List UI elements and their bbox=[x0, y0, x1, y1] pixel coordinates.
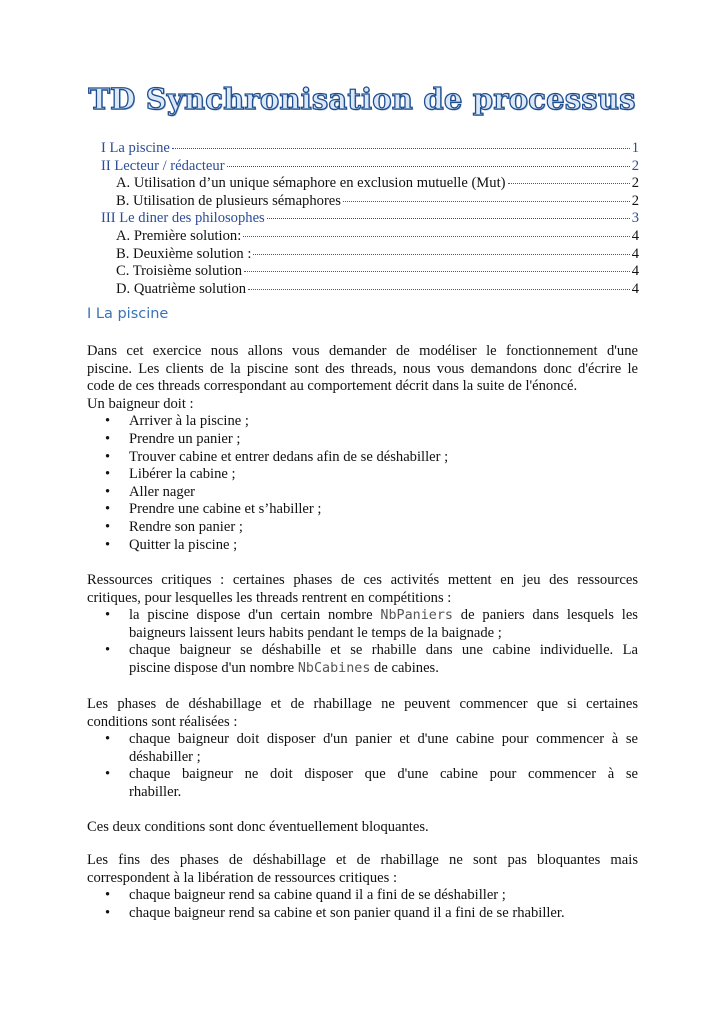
list-item bbox=[87, 905, 638, 923]
bullet-icon: • bbox=[105, 466, 111, 483]
list-item-text: Libérer la cabine ; bbox=[129, 466, 236, 483]
phases-block bbox=[87, 696, 638, 802]
paragraph-line: correspondent à la libération de ressources critiques : bbox=[87, 869, 398, 886]
intro-block bbox=[87, 343, 638, 554]
toc-leader bbox=[172, 148, 630, 149]
list-item-text: Prendre une cabine et s’habiller ; bbox=[129, 501, 322, 518]
toc-entry-label: B. Utilisation de plusieurs sémaphores bbox=[116, 192, 341, 209]
toc-leader bbox=[227, 166, 630, 167]
document-title: TD Synchronisation de processus bbox=[88, 82, 636, 116]
toc-entry-page: 2 bbox=[631, 157, 639, 174]
list-item-text: Prendre un panier ; bbox=[129, 430, 241, 447]
bullet-icon: • bbox=[105, 501, 111, 518]
list-item-text: chaque baigneur rend sa cabine et son panier quand il a fini de se rhabiller. bbox=[129, 904, 565, 921]
toc-entry-page: 4 bbox=[631, 245, 639, 262]
list-item-text: chaque baigneur se déshabille et se rhabille dans une cabine individuelle. La bbox=[129, 642, 638, 659]
list-item-text: rhabiller. bbox=[129, 783, 182, 800]
toc-entry[interactable] bbox=[101, 263, 639, 281]
toc-entry-label: II Lecteur / rédacteur bbox=[101, 157, 225, 174]
list-item bbox=[87, 607, 638, 642]
list-item-text: chaque baigneur ne doit disposer que d'une cabine pour commencer à se bbox=[129, 766, 638, 783]
toc-leader bbox=[508, 183, 630, 184]
paragraph-line: critiques, pour lesquelles les threads rentrent en compétitions : bbox=[87, 589, 452, 606]
toc-entry-page: 2 bbox=[631, 175, 639, 192]
list-item-text: Trouver cabine et entrer dedans afin de se déshabiller ; bbox=[129, 448, 449, 465]
list-item-text: chaque baigneur doit disposer d'un panier et d'une cabine pour commencer à se bbox=[129, 731, 638, 748]
list-item-text: Rendre son panier ; bbox=[129, 518, 243, 535]
table-of-contents bbox=[101, 140, 639, 298]
toc-entry[interactable] bbox=[101, 193, 639, 211]
toc-entry[interactable] bbox=[101, 210, 639, 228]
paragraph-line: Dans cet exercice nous allons vous demander de modéliser le fonctionnement d'une bbox=[87, 343, 638, 359]
list-item-text: la piscine dispose d'un certain nombre bbox=[129, 607, 373, 624]
phases-list bbox=[87, 731, 638, 801]
bullet-icon: • bbox=[105, 413, 111, 430]
toc-entry-page: 4 bbox=[631, 280, 639, 297]
paragraph-line: Ressources critiques : certaines phases de ces activités mettent en jeu des ressources bbox=[87, 572, 638, 588]
toc-leader bbox=[243, 236, 629, 237]
section-heading: I La piscine bbox=[87, 306, 169, 322]
code-identifier: NbCabines bbox=[297, 660, 371, 676]
release-list bbox=[87, 887, 638, 922]
toc-entry-page: 2 bbox=[631, 192, 639, 209]
toc-entry-label: I La piscine bbox=[101, 140, 170, 156]
list-item bbox=[87, 642, 638, 677]
resources-block bbox=[87, 572, 638, 678]
toc-entry-page: 4 bbox=[631, 227, 639, 244]
bullet-icon: • bbox=[105, 430, 111, 447]
list-item-text: Quitter la piscine ; bbox=[129, 536, 238, 553]
toc-entry-label: A. Utilisation d’un unique sémaphore en exclusion mutuelle (Mut) bbox=[116, 175, 506, 192]
toc-entry[interactable] bbox=[101, 140, 639, 158]
toc-entry-label: A. Première solution: bbox=[116, 227, 242, 244]
toc-entry[interactable] bbox=[101, 175, 639, 193]
list-item-text: chaque baigneur rend sa cabine quand il a fini de se déshabiller ; bbox=[129, 887, 506, 904]
toc-leader bbox=[253, 254, 629, 255]
paragraph-line: piscine. Les clients de la piscine sont des threads, nous vous demandons donc d'écrire le bbox=[87, 360, 638, 377]
toc-entry[interactable] bbox=[101, 281, 639, 299]
toc-entry-label: C. Troisième solution bbox=[116, 263, 243, 280]
bullet-icon: • bbox=[105, 887, 111, 904]
toc-leader bbox=[244, 271, 630, 272]
bullet-icon: • bbox=[105, 607, 111, 624]
list-item-text: de cabines. bbox=[374, 659, 439, 676]
paragraph-line: Ces deux conditions sont donc éventuellement bloquantes. bbox=[87, 819, 429, 835]
list-item bbox=[87, 501, 638, 519]
toc-entry-page: 4 bbox=[631, 263, 639, 280]
toc-leader bbox=[267, 218, 630, 219]
toc-leader bbox=[343, 201, 630, 202]
list-item-text: baigneurs laissent leurs habits pendant le temps de la baignade ; bbox=[129, 624, 502, 641]
toc-entry-label: D. Quatrième solution bbox=[116, 280, 247, 297]
list-item-text: Aller nager bbox=[129, 483, 196, 500]
toc-entry[interactable] bbox=[101, 246, 639, 264]
steps-list bbox=[87, 413, 638, 554]
release-block bbox=[87, 852, 638, 922]
resources-list bbox=[87, 607, 638, 677]
paragraph-line: Un baigneur doit : bbox=[87, 395, 194, 412]
list-item-text: déshabiller ; bbox=[129, 748, 201, 765]
bullet-icon: • bbox=[105, 483, 111, 500]
paragraph-line: Les phases de déshabillage et de rhabillage ne peuvent commencer que si certaines bbox=[87, 696, 638, 712]
toc-entry-page: 3 bbox=[631, 210, 639, 227]
bullet-icon: • bbox=[105, 731, 111, 748]
toc-entry[interactable] bbox=[101, 228, 639, 246]
list-item-text: piscine dispose d'un nombre bbox=[129, 659, 295, 676]
bullet-icon: • bbox=[105, 642, 111, 659]
bullet-icon: • bbox=[105, 448, 111, 465]
toc-entry-label: B. Deuxième solution : bbox=[116, 245, 252, 262]
paragraph-line: code de ces threads correspondant au comportement décrit dans la suite de l'énoncé. bbox=[87, 378, 578, 395]
paragraph-line: Les fins des phases de déshabillage et de rhabillage ne sont pas bloquantes mais bbox=[87, 852, 638, 868]
bullet-icon: • bbox=[105, 536, 111, 553]
paragraph-line: conditions sont réalisées : bbox=[87, 713, 238, 730]
toc-leader bbox=[248, 289, 630, 290]
bullet-icon: • bbox=[105, 518, 111, 535]
conditions-block bbox=[87, 819, 638, 837]
code-identifier: NbPaniers bbox=[380, 608, 453, 624]
list-item-line bbox=[129, 607, 638, 625]
list-item bbox=[87, 466, 638, 484]
list-item bbox=[87, 449, 638, 467]
list-item bbox=[87, 887, 638, 905]
list-item-line bbox=[129, 660, 638, 678]
toc-entry-page: 1 bbox=[631, 140, 639, 156]
bullet-icon: • bbox=[105, 766, 111, 783]
list-item bbox=[87, 431, 638, 449]
list-item-text: Arriver à la piscine ; bbox=[129, 413, 249, 430]
toc-entry[interactable] bbox=[101, 158, 639, 176]
list-item bbox=[87, 413, 638, 431]
list-item bbox=[87, 519, 638, 537]
toc-entry-label: III Le diner des philosophes bbox=[101, 210, 265, 227]
list-item-text: de paniers dans lesquels les bbox=[460, 607, 638, 624]
list-item bbox=[87, 731, 638, 766]
list-item bbox=[87, 766, 638, 801]
list-item bbox=[87, 484, 638, 502]
list-item bbox=[87, 537, 638, 555]
bullet-icon: • bbox=[105, 904, 111, 921]
